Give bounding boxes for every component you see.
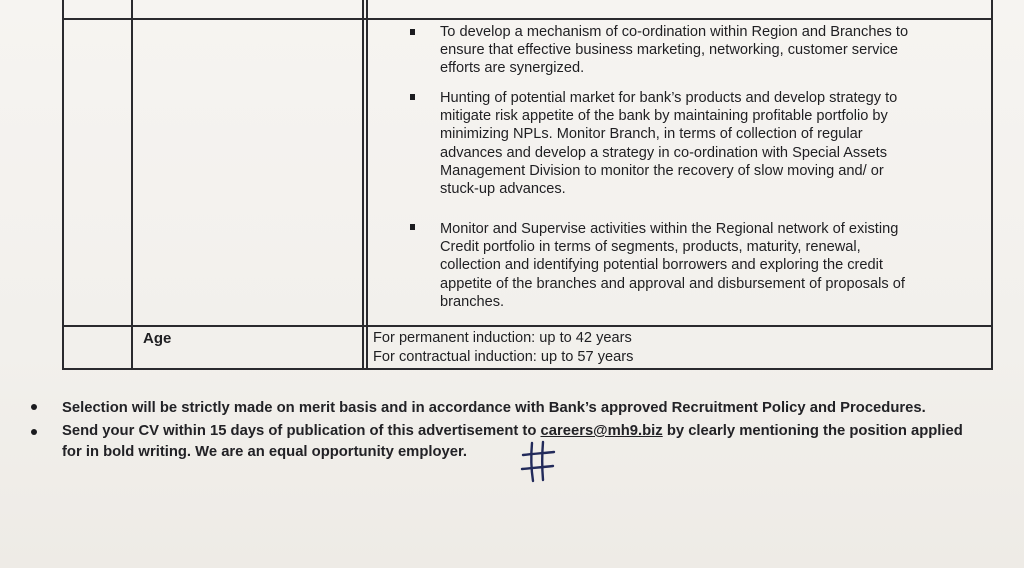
table-right-border [991, 0, 993, 370]
duty-item [440, 89, 985, 198]
duty-line: Hunting of potential market for bank’s products and develop strategy to [440, 90, 898, 106]
duty-line: Credit portfolio in terms of segments, products, maturity, renewal, [440, 239, 861, 256]
note-send-cv-text: Send your CV within 15 days of publication of this advertisement to [62, 423, 541, 439]
note-send-cv-text: by clearly mentioning the position applied [662, 423, 963, 439]
duty-line: efforts are synergized. [440, 60, 585, 77]
column-divider-2b [366, 0, 368, 370]
table-bottom-border [62, 368, 992, 370]
handwritten-hash-mark [520, 440, 556, 484]
table-left-border [62, 0, 64, 370]
duty-line: minimizing NPLs. Monitor Branch, in terms of collection of regular [440, 126, 863, 143]
duty-line: branches. [440, 293, 505, 310]
note-send-cv [62, 421, 1002, 441]
duty-line: Monitor and Supervise activities within the Regional network of existing [440, 221, 899, 237]
bullet-dot-icon [31, 404, 37, 410]
careers-email-link[interactable]: careers@mh9.biz [540, 423, 663, 439]
age-label: Age [143, 330, 172, 347]
square-bullet-icon [410, 29, 415, 35]
duty-line: ensure that effective business marketing, networking, customer service [440, 42, 899, 59]
square-bullet-icon [410, 94, 415, 100]
column-divider-2 [362, 0, 364, 370]
age-permanent: For permanent induction: up to 42 years [373, 330, 632, 346]
table-top-border [62, 18, 992, 20]
square-bullet-icon [410, 224, 415, 230]
bullet-dot-icon [31, 429, 37, 435]
note-equal-opportunity: for in bold writing. We are an equal opportunity employer. [62, 444, 468, 460]
duty-line: stuck-up advances. [440, 181, 566, 198]
age-contractual: For contractual induction: up to 57 years [373, 349, 634, 365]
row-divider [62, 325, 992, 327]
duty-item [440, 23, 985, 78]
column-divider-1 [131, 0, 133, 370]
note-selection: Selection will be strictly made on merit basis and in accordance with Bank’s approved Recruitment Policy and Procedures. [62, 400, 926, 416]
duty-line: mitigate risk appetite of the bank by maintaining profitable portfolio by [440, 108, 888, 125]
duty-line: To develop a mechanism of co-ordination within Region and Branches to [440, 24, 909, 40]
duty-item [440, 220, 985, 311]
duty-line: Management Division to monitor the recovery of slow moving and/ or [440, 162, 884, 179]
duty-line: collection and identifying potential borrowers and exploring the credit [440, 257, 883, 274]
duty-line: appetite of the branches and approval and disbursement of proposals of [440, 275, 905, 292]
duty-line: advances and develop a strategy in co-ordination with Special Assets [440, 144, 887, 161]
